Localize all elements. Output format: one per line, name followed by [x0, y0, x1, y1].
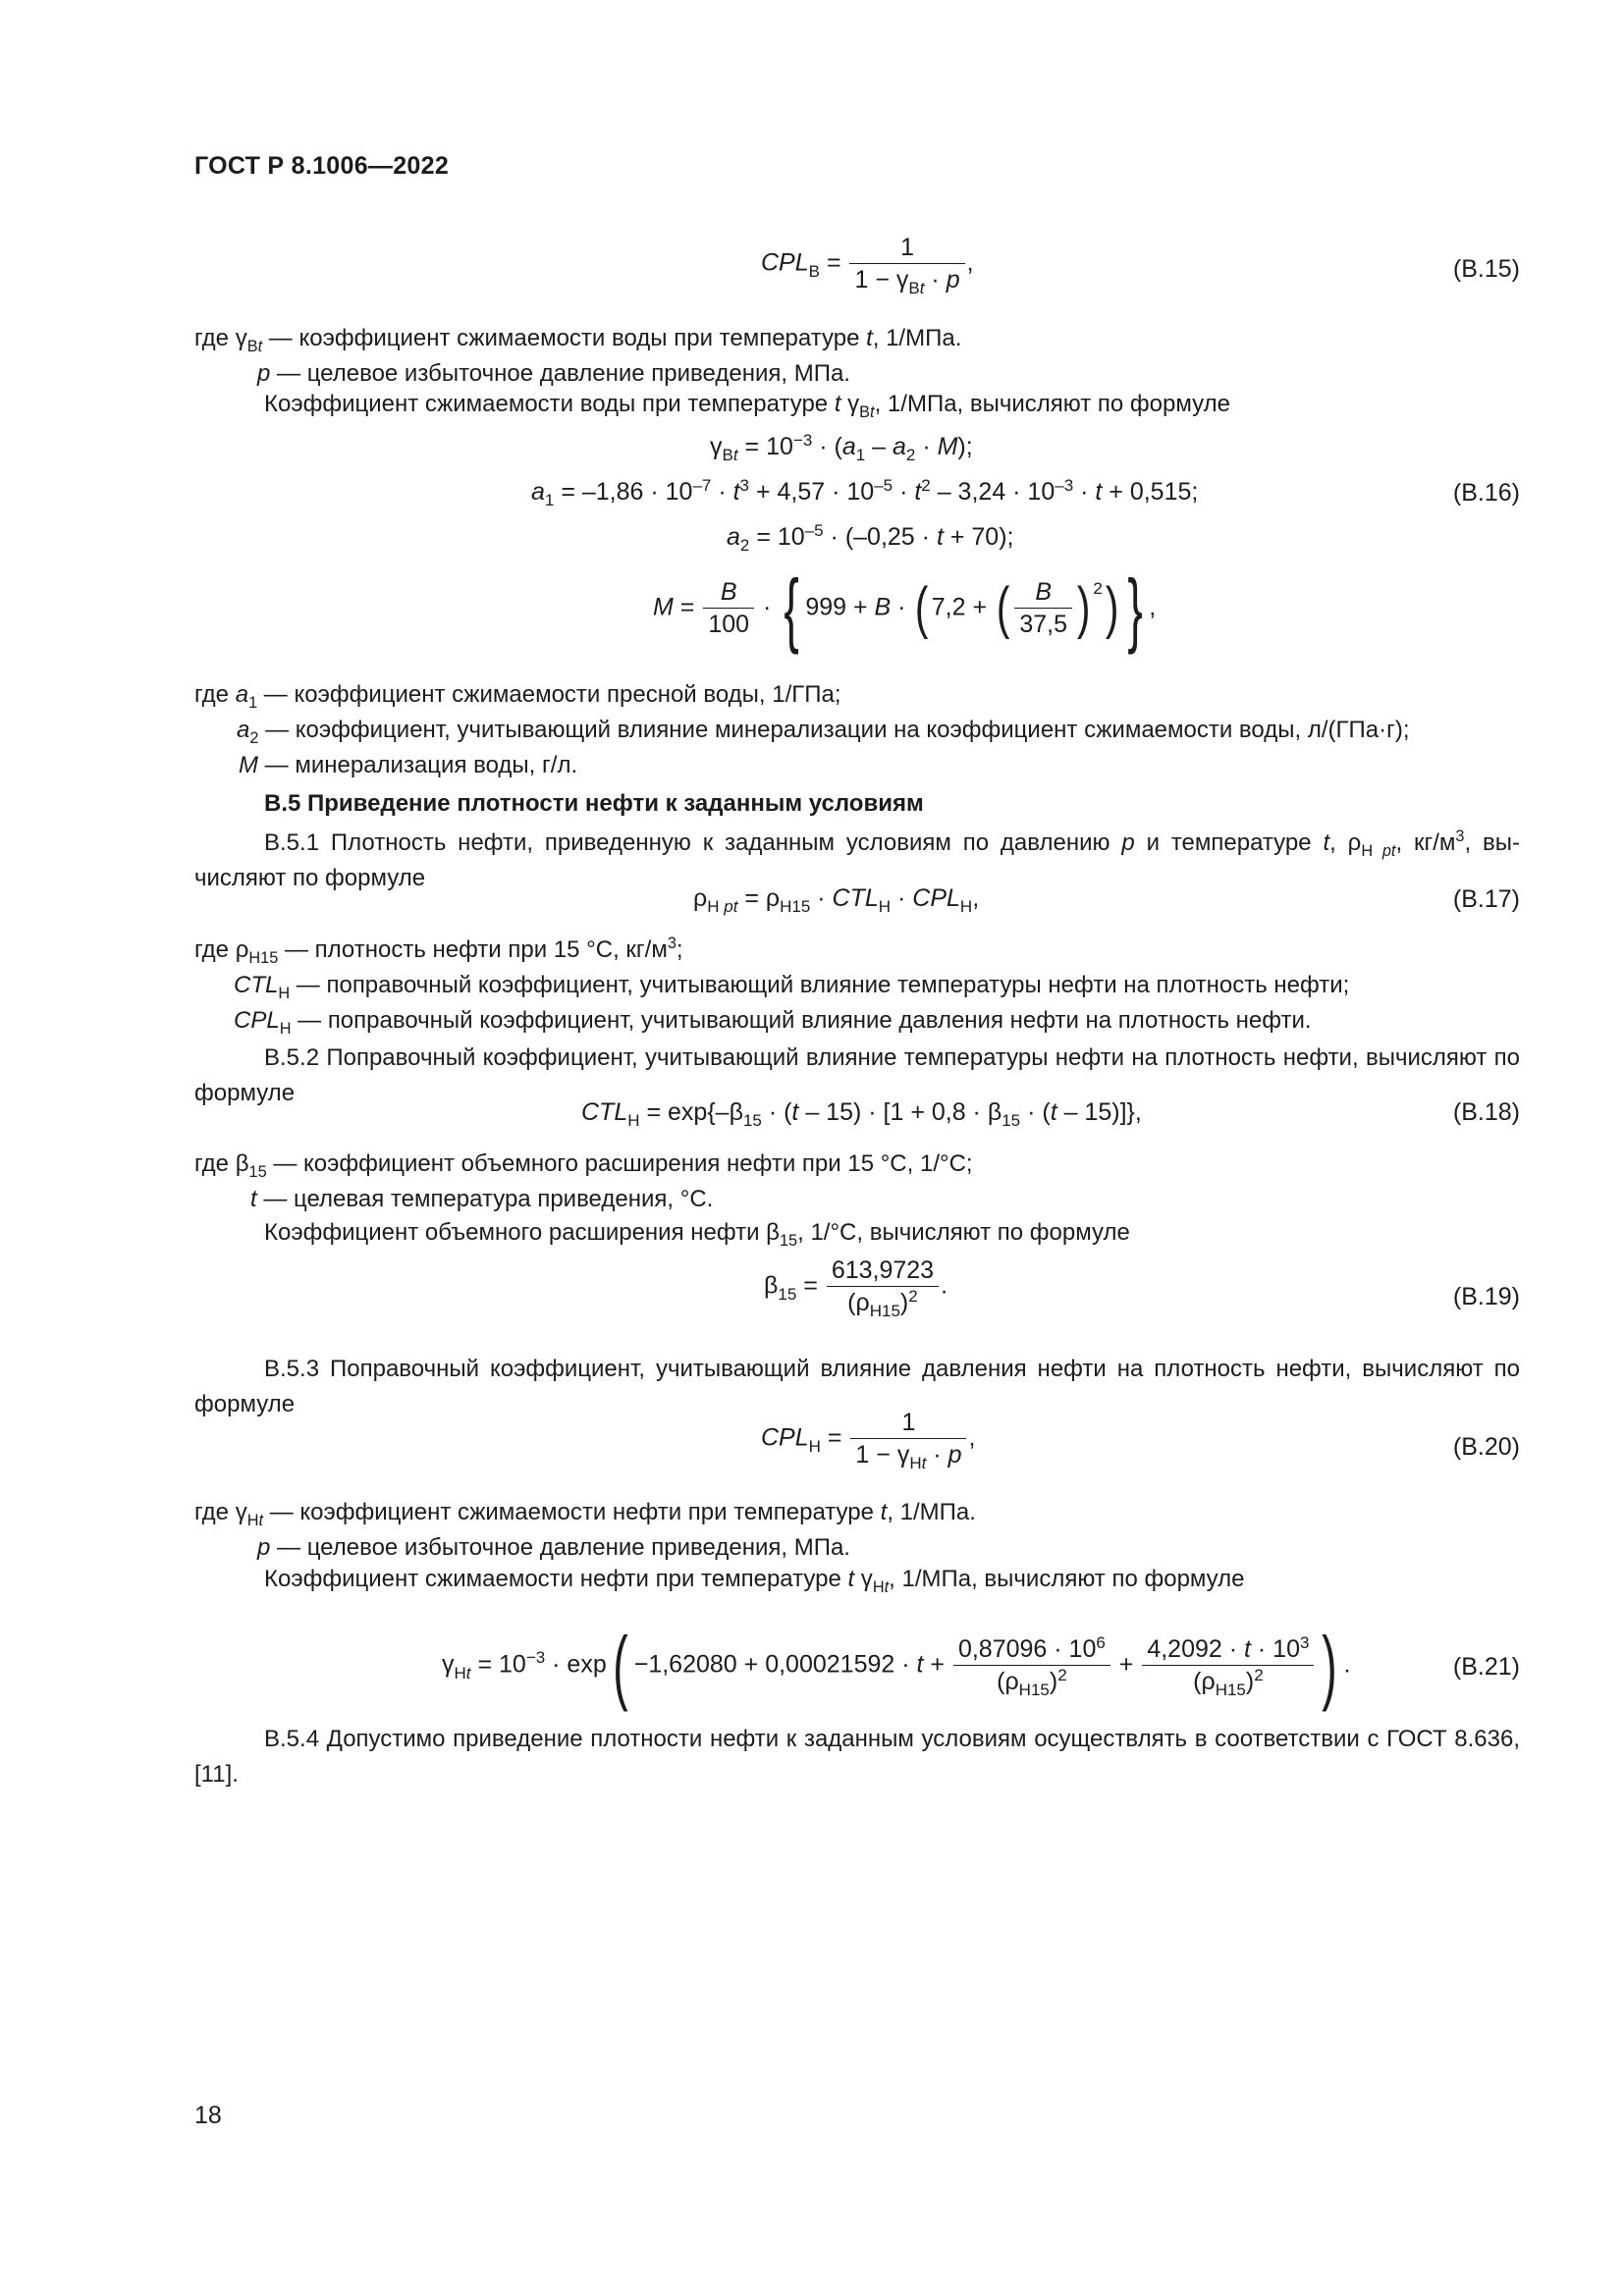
- formula-b15: [761, 234, 974, 297]
- formula-b16-number: (B.16): [1452, 479, 1520, 507]
- definition-row: p — целевое избыточное давление приведения, МПа.: [257, 1534, 850, 1561]
- formula-b17: $\rho_{H pt} = \rho_{H15} \cdot CTL_H \cdot CPL_H$,: [693, 884, 980, 916]
- formula-b15-den: $1 - \gamma_{Bt} \cdot p$: [854, 266, 960, 297]
- paragraph-b5-1: В.5.1 Плотность нефти, приведенную к заданным условиям по давлению p и температуре t, $\rho_{H pt}$, $кг/м^3$, вычисляют по формуле: [194, 828, 1521, 891]
- formula-b20-fraction: $\frac{1}{1 - \gamma_{Ht} \cdot p}$: [850, 1411, 966, 1468]
- definition-row: p — целевое избыточное давление приведения, МПа.: [257, 360, 850, 387]
- definition-row: где $a_1$ — коэффициент сжимаемости пресной воды, 1/ГПа;: [194, 681, 841, 712]
- formula-b16-line4: M = $\frac{B}{100}$ · { 999 + B · ( 7,2 + ( $\frac{B}{37,5}$ ) $^2$) } ,: [653, 562, 1157, 655]
- definition-row: где $\beta_{15}$ — коэффициент объемного расширения нефти при 15 °C, 1/°C;: [194, 1150, 973, 1181]
- definition-row: t — целевая температура приведения, °C.: [250, 1186, 714, 1212]
- formula-b15-lhs: CPL: [761, 248, 809, 277]
- definitions-block-5: [194, 1495, 976, 1566]
- definitions-block-1: [194, 321, 961, 392]
- paragraph-b5-2: В.5.2 Поправочный коэффициент, учитывающий влияние температуры нефти на плотность нефти, вычисляют по формуле: [194, 1044, 1520, 1106]
- formula-b17-number: (B.17): [1452, 885, 1520, 913]
- formula-b18: $CTL_H = \exp\{-\beta_{15} \cdot (t - 15) \cdot [1 + 0,8 \cdot \beta_{15} \cdot (t - 15)]\}$,: [581, 1098, 1142, 1130]
- section-title-b5: B.5 Приведение плотности нефти к заданным условиям: [264, 790, 924, 817]
- paragraph-b5-4: В.5.4 Допустимо приведение плотности нефти к заданным условиям осуществлять в соответствии с ГОСТ 8.636, [11].: [194, 1726, 1520, 1788]
- paragraph-beta: Коэффициент объемного расширения нефти $\beta_{15}$, 1/°C, вычисляют по формуле: [264, 1219, 1130, 1250]
- formula-b19-number: (B.19): [1452, 1283, 1520, 1310]
- definition-row: где $\gamma_{Ht}$ — коэффициент сжимаемости нефти при температуре t, 1/МПа.: [194, 1499, 976, 1529]
- formula-b15-num: 1: [849, 236, 964, 264]
- formula-b20: $CPL_H$ = $\frac{1}{1 - \gamma_{Ht} \cdot p}$ ,: [761, 1409, 976, 1472]
- formula-b16-line3: $a_2 = 10^{-5} \cdot (-0,25 \cdot t + 70)$;: [727, 520, 1014, 555]
- definition-row: $CTL_H$ — поправочный коэффициент, учитывающий влияние температуры нефти на плотность нефти;: [234, 972, 1350, 1002]
- definitions-block-4: [194, 1147, 973, 1217]
- formula-b18-number: (B.18): [1452, 1098, 1520, 1126]
- definitions-block-2: [194, 677, 1409, 783]
- formula-b19: $\beta_{15}$ = $\frac{613,9723}{(\rho_{H15})^2}$ .: [764, 1256, 948, 1320]
- page-number: 18: [194, 2102, 222, 2129]
- formula-b15-lhs-sub: B: [808, 261, 820, 281]
- formula-b16-line2: $a_1 = -1,86 \cdot 10^{-7} \cdot t^3 + 4,57 \cdot 10^{-5} \cdot t^2 - 3,24 \cdot 10^{-3} \cdot t + 0,515$;: [531, 475, 1199, 509]
- definition-row: где $\gamma_{Bt}$ — коэффициент сжимаемости воды при температуре t, 1/МПа.: [194, 325, 962, 355]
- definitions-block-3: [194, 933, 1349, 1039]
- formula-b20-number: (B.20): [1452, 1433, 1520, 1461]
- document-header: ГОСТ Р 8.1006—2022: [194, 152, 450, 180]
- definition-row: M — минерализация воды, г/л.: [239, 752, 578, 778]
- paragraph-b5-3: В.5.3 Поправочный коэффициент, учитывающий влияние давления нефти на плотность нефти, вычисляют по формуле: [194, 1356, 1520, 1417]
- formula-b15-eq: =: [826, 248, 848, 277]
- formula-b16-line1: $\gamma_{Bt} = 10^{-3} \cdot (a_1 - a_2 \cdot M)$;: [710, 430, 973, 464]
- formula-b15-fraction: [849, 234, 964, 297]
- formula-b21-number: (B.21): [1452, 1653, 1520, 1681]
- formula-b15-tail: ,: [966, 248, 974, 277]
- paragraph-oil-compressibility: Коэффициент сжимаемости нефти при температуре t $\gamma_{Ht}$, 1/МПа, вычисляют по формуле: [264, 1566, 1245, 1596]
- definition-row: где $\rho_{H15}$ — плотность нефти при 15 °C, $кг/м^3$;: [194, 934, 683, 967]
- formula-b21: $\gamma_{Ht} = 10^{-3} \cdot \exp( -1,62080 + 0,00021592 \cdot t$ + $\frac{0,87096 \cdot 10^6}{(\rho_{H15})^2}$ + $\frac{4,2092 \cdot t \cdot 10^3}{(\rho_{H15})^2}$ ) .: [442, 1620, 1351, 1712]
- definition-row: $CPL_H$ — поправочный коэффициент, учитывающий влияние давления нефти на плотность нефти.: [234, 1007, 1312, 1038]
- formula-b15-number: (B.15): [1452, 255, 1520, 283]
- definition-row: $a_2$ — коэффициент, учитывающий влияние минерализации на коэффициент сжимаемости воды, л/(ГПа·г);: [237, 717, 1410, 747]
- paragraph-water-compressibility: Коэффициент сжимаемости воды при температуре t $\gamma_{Bt}$, 1/МПа, вычисляют по формуле: [264, 391, 1230, 421]
